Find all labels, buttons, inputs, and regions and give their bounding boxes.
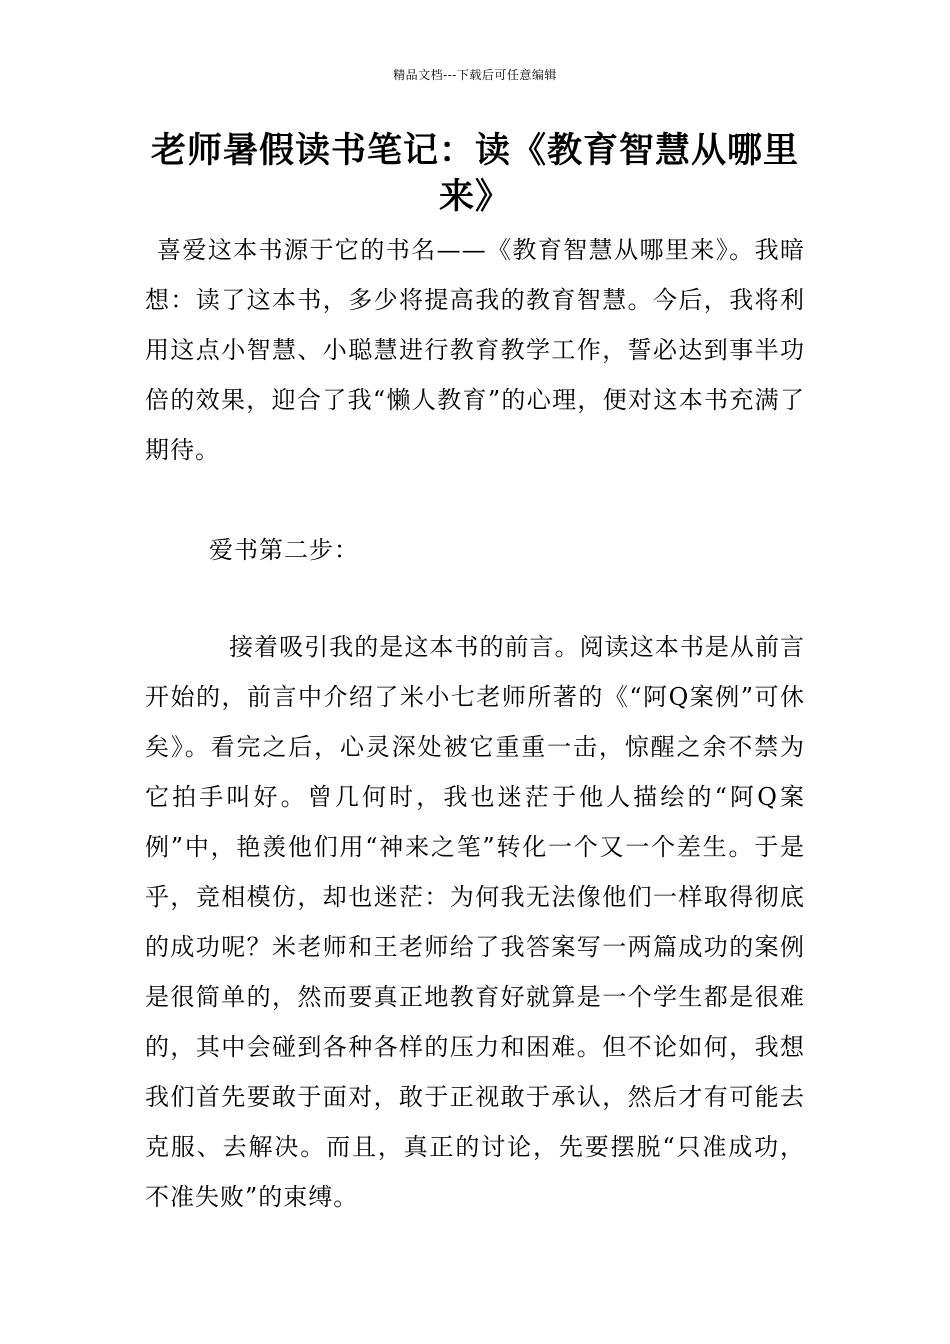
header-note: 精品文档---下载后可任意编辑 (393, 68, 557, 82)
document-title: 老师暑假读书笔记：读《教育智慧从哪里来》 (150, 131, 799, 217)
paragraph-section-heading: 爱书第二步： (209, 536, 359, 564)
paragraph-intro: 喜爱这本书源于它的书名——《教育智慧从哪里来》。我暗想：读了这本书，多少将提高我的教育智慧。今后，我将利用这点小智慧、小聪慧进行教育教学工作，誓必达到事半功倍的效果，迎合了我“懒人教育”的心理，便对这本书充满了期待。 (145, 236, 805, 464)
paragraph-body: 接着吸引我的是这本书的前言。阅读这本书是从前言开始的，前言中介绍了米小七老师所著的《“阿Q案例”可休矣》。看完之后，心灵深处被它重重一击，惊醒之余不禁为它拍手叫好。曾几何时，我也迷茫于他人描绘的“阿Q案例”中，艳羡他们用“神来之笔”转化一个又一个差生。于是乎，竞相模仿，却也迷茫：为何我无法像他们一样取得彻底的成功呢？米老师和王老师给了我答案写一两篇成功的案例是很简单的，然而要真正地教育好就算是一个学生都是很难的，其中会碰到各种各样的压力和困难。但不论如何，我想我们首先要敢于面对，敢于正视敢于承认，然后才有可能去克服、去解决。而且，真正的讨论，先要摆脱“只准成功，不准失败”的束缚。 (145, 633, 805, 1211)
